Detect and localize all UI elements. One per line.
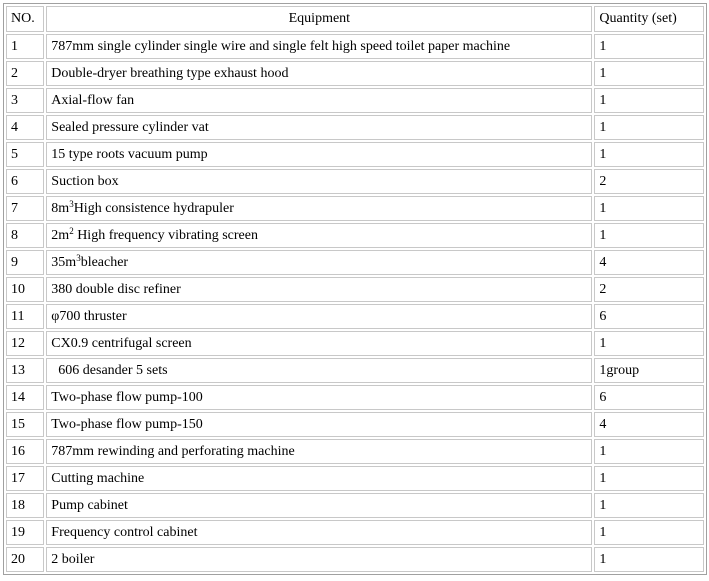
cell-quantity: 1 bbox=[594, 196, 704, 221]
cell-equipment bbox=[46, 196, 592, 221]
cell-equipment: Frequency control cabinet bbox=[46, 520, 592, 545]
header-no: NO. bbox=[6, 6, 44, 32]
cell-quantity: 6 bbox=[594, 304, 704, 329]
cell-equipment: 2 boiler bbox=[46, 547, 592, 572]
header-equipment: Equipment bbox=[46, 6, 592, 32]
cell-no: 1 bbox=[6, 34, 44, 59]
cell-quantity: 1 bbox=[594, 34, 704, 59]
table-row bbox=[6, 304, 704, 329]
cell-quantity: 1 bbox=[594, 331, 704, 356]
cell-equipment: 380 double disc refiner bbox=[46, 277, 592, 302]
cell-equipment: CX0.9 centrifugal screen bbox=[46, 331, 592, 356]
cell-equipment: Axial-flow fan bbox=[46, 88, 592, 113]
cell-no: 5 bbox=[6, 142, 44, 167]
equipment-text: High consistence hydrapuler bbox=[73, 200, 234, 216]
cell-equipment: 787mm rewinding and perforating machine bbox=[46, 439, 592, 464]
cell-equipment: 15 type roots vacuum pump bbox=[46, 142, 592, 167]
cell-quantity: 1 bbox=[594, 493, 704, 518]
cell-no: 12 bbox=[6, 331, 44, 356]
table-row bbox=[6, 277, 704, 302]
cell-no: 6 bbox=[6, 169, 44, 194]
cell-quantity: 1 bbox=[594, 439, 704, 464]
table-row bbox=[6, 34, 704, 59]
cell-no: 2 bbox=[6, 61, 44, 86]
table-row bbox=[6, 169, 704, 194]
table-row bbox=[6, 61, 704, 86]
cell-no: 9 bbox=[6, 250, 44, 275]
cell-quantity: 1 bbox=[594, 142, 704, 167]
cell-quantity: 1 bbox=[594, 466, 704, 491]
cell-equipment: φ700 thruster bbox=[46, 304, 592, 329]
table-header-row bbox=[6, 6, 704, 32]
table-row bbox=[6, 88, 704, 113]
cell-quantity: 2 bbox=[594, 169, 704, 194]
equipment-text: High frequency vibrating screen bbox=[73, 227, 258, 243]
cell-no: 16 bbox=[6, 439, 44, 464]
cell-quantity: 2 bbox=[594, 277, 704, 302]
cell-no: 15 bbox=[6, 412, 44, 437]
cell-equipment: Sealed pressure cylinder vat bbox=[46, 115, 592, 140]
header-quantity: Quantity (set) bbox=[594, 6, 704, 32]
equipment-text: 2m bbox=[51, 227, 70, 243]
cell-no: 18 bbox=[6, 493, 44, 518]
superscript-exponent: 3 bbox=[76, 252, 81, 263]
cell-quantity: 1 bbox=[594, 520, 704, 545]
cell-equipment: Double-dryer breathing type exhaust hood bbox=[46, 61, 592, 86]
table-row bbox=[6, 223, 704, 248]
cell-equipment: Cutting machine bbox=[46, 466, 592, 491]
cell-equipment: Two-phase flow pump-100 bbox=[46, 385, 592, 410]
table-row bbox=[6, 385, 704, 410]
cell-no: 19 bbox=[6, 520, 44, 545]
cell-equipment: 787mm single cylinder single wire and single felt high speed toilet paper machine bbox=[46, 34, 592, 59]
table-row bbox=[6, 520, 704, 545]
equipment-table bbox=[3, 3, 707, 575]
cell-no: 17 bbox=[6, 466, 44, 491]
cell-no: 11 bbox=[6, 304, 44, 329]
table-row bbox=[6, 142, 704, 167]
cell-no: 13 bbox=[6, 358, 44, 383]
table-row bbox=[6, 439, 704, 464]
cell-quantity: 4 bbox=[594, 412, 704, 437]
table-row bbox=[6, 115, 704, 140]
cell-quantity: 1 bbox=[594, 547, 704, 572]
cell-equipment: Two-phase flow pump-150 bbox=[46, 412, 592, 437]
cell-equipment bbox=[46, 223, 592, 248]
cell-quantity: 4 bbox=[594, 250, 704, 275]
table-row bbox=[6, 250, 704, 275]
cell-no: 7 bbox=[6, 196, 44, 221]
table-row bbox=[6, 412, 704, 437]
cell-no: 14 bbox=[6, 385, 44, 410]
table-row bbox=[6, 466, 704, 491]
cell-no: 3 bbox=[6, 88, 44, 113]
cell-quantity: 6 bbox=[594, 385, 704, 410]
table-row bbox=[6, 493, 704, 518]
cell-no: 4 bbox=[6, 115, 44, 140]
cell-quantity: 1 bbox=[594, 223, 704, 248]
cell-no: 20 bbox=[6, 547, 44, 572]
equipment-text: 8m bbox=[51, 200, 70, 216]
cell-equipment: 606 desander 5 sets bbox=[46, 358, 592, 383]
cell-no: 10 bbox=[6, 277, 44, 302]
cell-quantity: 1 bbox=[594, 115, 704, 140]
table-row bbox=[6, 358, 704, 383]
cell-equipment bbox=[46, 250, 592, 275]
equipment-text: 35m bbox=[51, 254, 77, 270]
table-row bbox=[6, 547, 704, 572]
cell-quantity: 1 bbox=[594, 61, 704, 86]
superscript-exponent: 2 bbox=[69, 225, 74, 236]
equipment-text: bleacher bbox=[80, 254, 129, 270]
cell-no: 8 bbox=[6, 223, 44, 248]
cell-equipment: Pump cabinet bbox=[46, 493, 592, 518]
superscript-exponent: 3 bbox=[69, 198, 74, 209]
cell-quantity: 1group bbox=[594, 358, 704, 383]
table-row bbox=[6, 196, 704, 221]
cell-equipment: Suction box bbox=[46, 169, 592, 194]
cell-quantity: 1 bbox=[594, 88, 704, 113]
table-row bbox=[6, 331, 704, 356]
